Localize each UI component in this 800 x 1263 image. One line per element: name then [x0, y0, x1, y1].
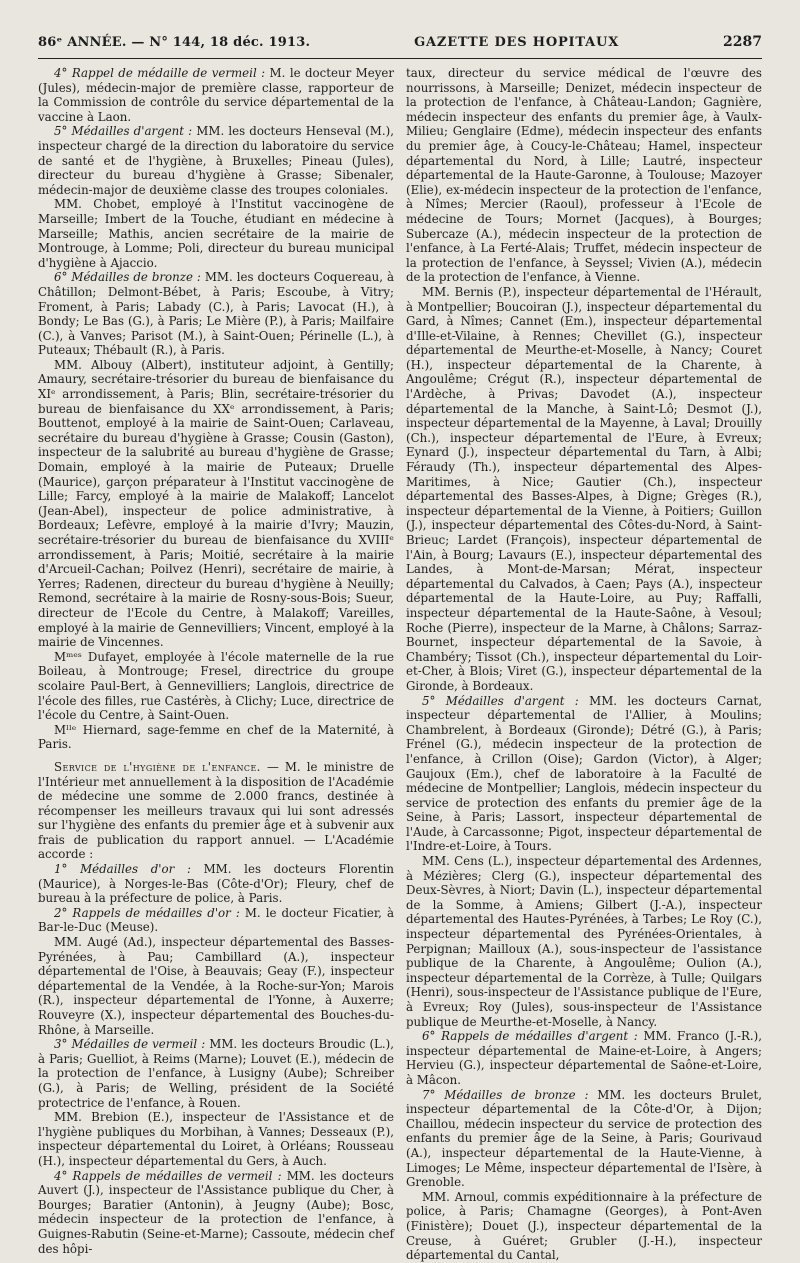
paragraph	[38, 862, 394, 906]
paragraph	[406, 854, 762, 1029]
paragraph	[38, 650, 394, 723]
paragraph	[38, 935, 394, 1037]
text-columns	[38, 66, 763, 1263]
paragraph-text: Mˡˡᵉ Hiernard, sage-femme en chef de la Maternité, à Paris.	[38, 722, 394, 752]
paragraph-text: MM. Albouy (Albert), instituteur adjoint, à Gentilly; Amaury, secrétaire-trésorier du bureau de bienfaisance du XIᵉ arrondissement, à Paris; Blin, secrétaire-trésorier du bureau de bienfaisance du XXᵉ arrondissement, à Paris; Bouttenot, employé à la mairie de Saint-Ouen; Carlaveau, secrétaire du bureau d'hygiène à Grasse; Cousin (Gaston), inspecteur de la salubrité au bureau d'hygiène de Grasse; Domain, employé à la mairie de Puteaux; Druelle (Maurice), garçon préparateur à l'Institut vaccinogène de Lille; Farcy, employé à la mairie de Malakoff; Lancelot (Jean-Abel), inspecteur de police administrative, à Bordeaux; Lefèvre, employé à la mairie d'Ivry; Mauzin, secrétaire-trésorier du bureau de bienfaisance du XVIIIᵉ arrondissement, à Paris; Moitié, secrétaire à la mairie d'Arcueil-Cachan; Poilvez (Henri), secrétaire de mairie, à Yerres; Radenen, directeur du bureau d'hygiène à Neuilly; Remond, secrétaire à la mairie de Rosny-sous-Bois; Sueur, directeur de l'Ecole du Centre, à Malakoff; Vareilles, employé à la mairie de Gennevilliers; Vincent, employé à la mairie de Vincennes.	[38, 357, 394, 650]
paragraph	[38, 358, 394, 650]
paragraph-text: MM. les docteurs Carnat, inspecteur départemental de l'Allier, à Moulins; Chambrelent, à Bordeaux (Gironde); Détré (G.), à Paris; Frénel (G.), médecin inspecteur de la protection de l'enfance, à Crillon (Oise); Gardon (Victor), à Alger; Gaujoux (Em.), chef de laboratoire à la Faculté de médecine de Montpellier; Langlois, médecin inspecteur du service de protection des enfants du premier âge de la Seine, à Paris; Lassort, inspecteur départemental de l'Aude, à Carcassonne; Pigot, inspecteur départemental de l'Indre-et-Loire, à Tours.	[406, 693, 763, 854]
paragraph-text: MM. Brebion (E.), inspecteur de l'Assistance et de l'hygiène publiques du Morbihan, à Vannes; Desseaux (P.), inspecteur départemental du Loiret, à Orléans; Rousseau (H.), inspecteur départemental du Gers, à Auch.	[38, 1110, 394, 1168]
paragraph	[406, 1190, 762, 1263]
award-category: 1° Médailles d'or :	[54, 862, 191, 877]
right-column	[406, 66, 763, 1263]
paragraph	[38, 1037, 394, 1110]
paragraph	[38, 270, 394, 358]
paragraph-text: MM. Chobet, employé à l'Institut vaccinogène de Marseille; Imbert de la Touche, étudiant en médecine à Marseille; Mathis, ancien secrétaire de la mairie de Montrouge, à Lomme; Poli, directeur du bureau municipal d'hygiène à Ajaccio.	[38, 197, 394, 270]
paragraph-text: MM. les docteurs Brulet, inspecteur départemental de la Côte-d'Or, à Dijon; Chaillou, médecin inspecteur du service de protection des enfants du premier âge de la Seine, à Paris; Gourivaud (A.), inspecteur départemental de la Haute-Vienne, à Limoges; Le Même, inspecteur départemental de l'Isère, à Grenoble.	[406, 1087, 762, 1190]
page-number: 2287	[723, 34, 762, 50]
running-header	[38, 30, 762, 54]
award-category: 4° Rappels de médailles de vermeil :	[54, 1168, 282, 1183]
paragraph-text: MM. les docteurs Auvert (J.), inspecteur de l'Assistance publique du Cher, à Bourges; Baratier (Antonin), à Jeugny (Aube); Bosc, médecin inspecteur de la protection de l'enfance, à Guignes-Rabutin (Seine-et-Marne); Cassoute, médecin chef des hôpi-	[38, 1168, 394, 1256]
paragraph-text: MM. les docteurs Coquereau, à Châtillon; Delmont-Bébet, à Paris; Escoube, à Vitry; Froment, à Paris; Labady (C.), à Paris; Lavocat (H.), à Bondy; Le Bas (G.), à Paris; Le Mière (P.), à Paris; Mailfaire (C.), à Vanves; Parisot (M.), à Saint-Ouen; Périnelle (L.), à Puteaux; Thébault (R.), à Paris.	[38, 270, 394, 358]
paragraph-text: MM. Cens (L.), inspecteur départemental des Ardennes, à Mézières; Clerg (G.), inspecteur départemental des Deux-Sèvres, à Niort; Davin (L.), inspecteur départemental de la Somme, à Amiens; Gilbert (J.-A.), inspecteur départemental des Hautes-Pyrénées, à Tarbes; Le Roy (C.), inspecteur départemental des Pyrénées-Orientales, à Perpignan; Mailloux (A.), sous-inspecteur de l'assistance publique de la Charente, à Angoulême; Oulion (A.), inspecteur départemental de la Corrèze, à Tulle; Quilgars (Henri), sous-inspecteur de l'Assistance publique de l'Eure, à Evreux; Roy (Jules), sous-inspecteur de l'Assistance publique de Meurthe-et-Moselle, à Nancy.	[406, 854, 762, 1029]
paragraph	[38, 1110, 394, 1168]
award-category: 2° Rappels de médailles d'or :	[54, 905, 240, 920]
award-category: 4° Rappel de médaille de vermeil :	[54, 66, 266, 80]
paragraph-text: MM. Bernis (P.), inspecteur départemental de l'Hérault, à Montpellier; Boucoiran (J.), inspecteur départemental du Gard, à Nîmes; Cannet (Em.), inspecteur départemental d'Ille-et-Vilaine, à Rennes; Chevillet (G.), inspecteur départemental de Meurthe-et-Moselle, à Nancy; Couret (H.), inspecteur départemental de la Charente, à Angoulême; Crégut (R.), inspecteur départemental de l'Ardèche, à Privas; Davodet (A.), inspecteur départemental de la Manche, à Saint-Lô; Desmot (J.), inspecteur départemental de la Mayenne, à Laval; Drouilly (Ch.), inspecteur départemental de l'Eure, à Evreux; Eynard (J.), inspecteur départemental du Tarn, à Albi; Féraudy (Th.), inspecteur départemental des Alpes-Maritimes, à Nice; Gautier (Ch.), inspecteur départemental des Basses-Alpes, à Digne; Grèges (R.), inspecteur départemental de la Vienne, à Poitiers; Guillon (J.), inspecteur départemental des Côtes-du-Nord, à Saint-Brieuc; Lardet (François), inspecteur départemental de l'Ain, à Bourg; Lavaurs (E.), inspecteur départemental des Landes, à Mont-de-Marsan; Mérat, inspecteur départemental du Calvados, à Caen; Pays (A.), inspecteur départemental de la Haute-Loire, au Puy; Raffalli, inspecteur départemental de la Haute-Saône, à Vesoul; Roche (Pierre), inspecteur de la Marne, à Châlons; Sarraz-Bournet, inspecteur départemental de la Savoie, à Chambéry; Tissot (Ch.), inspecteur départemental du Loir-et-Cher, à Blois; Viret (G.), inspecteur départemental de la Gironde, à Bordeaux.	[406, 284, 762, 693]
paragraph	[38, 124, 394, 197]
header-rule	[38, 58, 762, 59]
paragraph-text: taux, directeur du service médical de l'œuvre des nourrissons, à Marseille; Denizet, médecin inspecteur de la protection de l'enfance, à Château-Landon; Gagnière, médecin inspecteur des enfants du premier âge, à Vaulx-Milieu; Genglaire (Edme), médecin inspecteur des enfants du premier âge, à Coucy-le-Château; Hamel, inspecteur départemental du Nord, à Lille; Lautré, inspecteur départemental de la Haute-Garonne, à Toulouse; Mazoyer (Elie), ex-médecin inspecteur de la protection de l'enfance, à Nîmes; Mercier (Raoul), professeur à l'Ecole de médecine de Tours; Mornet (Jacques), à Bourges; Subercaze (A.), médecin inspecteur de la protection de l'enfance, à La Ferté-Alais; Truffet, médecin inspecteur de la protection de l'enfance, à Seyssel; Vivien (A.), médecin de la protection de l'enfance, à Vienne.	[406, 66, 762, 285]
journal-title: GAZETTE DES HOPITAUX	[414, 34, 620, 50]
paragraph-text: MM. Arnoul, commis expéditionnaire à la préfecture de police, à Paris; Chamagne (Georges), à Pont-Aven (Finistère); Douet (J.), inspecteur départemental de la Creuse, à Guéret; Grubler (J.-H.), inspecteur départemental du Cantal,	[406, 1189, 762, 1263]
paragraph	[38, 1169, 394, 1257]
left-column	[38, 66, 394, 1256]
paragraph	[38, 723, 394, 752]
paragraph	[406, 1088, 762, 1190]
award-category: 6° Rappels de médailles d'argent :	[422, 1029, 638, 1044]
paragraph-text: MM. les docteurs Broudic (L.), à Paris; Guelliot, à Reims (Marne); Louvet (E.), médecin de la protection de l'enfance, à Lusigny (Aube); Schreiber (G.), à Paris; de Welling, président de la Société protectrice de l'enfance, à Rouen.	[38, 1037, 394, 1110]
award-category: 5° Médailles d'argent :	[54, 124, 193, 139]
award-category: 6° Médailles de bronze :	[54, 270, 201, 285]
paragraph-text: M. le docteur Ficatier, à Bar-le-Duc (Meuse).	[38, 905, 394, 935]
paragraph-text: MM. Augé (Ad.), inspecteur départemental des Basses-Pyrénées, à Pau; Cambillard (A.), inspecteur départemental de l'Oise, à Beauvais; Geay (F.), inspecteur départemental de la Vendée, à la Roche-sur-Yon; Marois (R.), inspecteur départemental de l'Yonne, à Auxerre; Rouveyre (X.), inspecteur départemental des Bouches-du-Rhône, à Marseille.	[38, 935, 394, 1037]
paragraph-text: Mᵐᵉˢ Dufayet, employée à l'école maternelle de la rue Boileau, à Montrouge; Fresel, directrice du groupe scolaire Paul-Bert, à Gennevilliers; Langlois, directrice de l'école des filles, rue Castérès, à Clichy; Luce, directrice de l'école du Centre, à Saint-Ouen.	[38, 649, 394, 723]
issue-info: 86ᵉ ANNÉE. — N° 144, 18 déc. 1913.	[38, 34, 311, 50]
award-category: 3° Médailles de vermeil :	[54, 1037, 206, 1052]
paragraph	[38, 906, 394, 935]
paragraph	[406, 66, 762, 285]
paragraph-text: MM. les docteurs Henseval (M.), inspecteur chargé de la direction du laboratoire du service de santé et de l'hygiène, à Bruxelles; Pineau (Jules), directeur du bureau d'hygiène à Grasse; Sibenaler, médecin-major de deuxième classe des troupes coloniales.	[38, 124, 394, 197]
paragraph	[406, 1029, 762, 1087]
paragraph-text: MM. les docteurs Florentin (Maurice), à Norges-le-Bas (Côte-d'Or); Fleury, chef de bureau à la préfecture de police, à Paris.	[38, 862, 394, 906]
section-title: Service de l'hygiène de l'enfance.	[54, 759, 261, 774]
award-category: 5° Médailles d'argent :	[422, 693, 579, 708]
award-category: 7° Médailles de bronze :	[422, 1087, 589, 1102]
paragraph-text: MM. Franco (J.-R.), inspecteur départemental de Maine-et-Loire, à Angers; Hervieu (G.), inspecteur départemental de Saône-et-Loire, à Mâcon.	[406, 1029, 762, 1087]
paragraph-text: — M. le ministre de l'Intérieur met annuellement à la disposition de l'Académie de médecine une somme de 2.000 francs, destinée à récompenser les meilleurs travaux qui lui sont adressés sur l'hygiène des enfants du premier âge et à subvenir aux frais de publication du rapport annuel. — L'Académie accorde :	[38, 759, 394, 862]
section-heading-paragraph	[38, 760, 394, 862]
paragraph	[406, 285, 762, 694]
paragraph-text: M. le docteur Meyer (Jules), médecin-major de première classe, rapporteur de la Commission de contrôle du service départemental de la vaccine à Laon.	[38, 66, 394, 124]
paragraph	[38, 66, 394, 124]
paragraph	[38, 197, 394, 270]
paragraph	[406, 694, 762, 855]
